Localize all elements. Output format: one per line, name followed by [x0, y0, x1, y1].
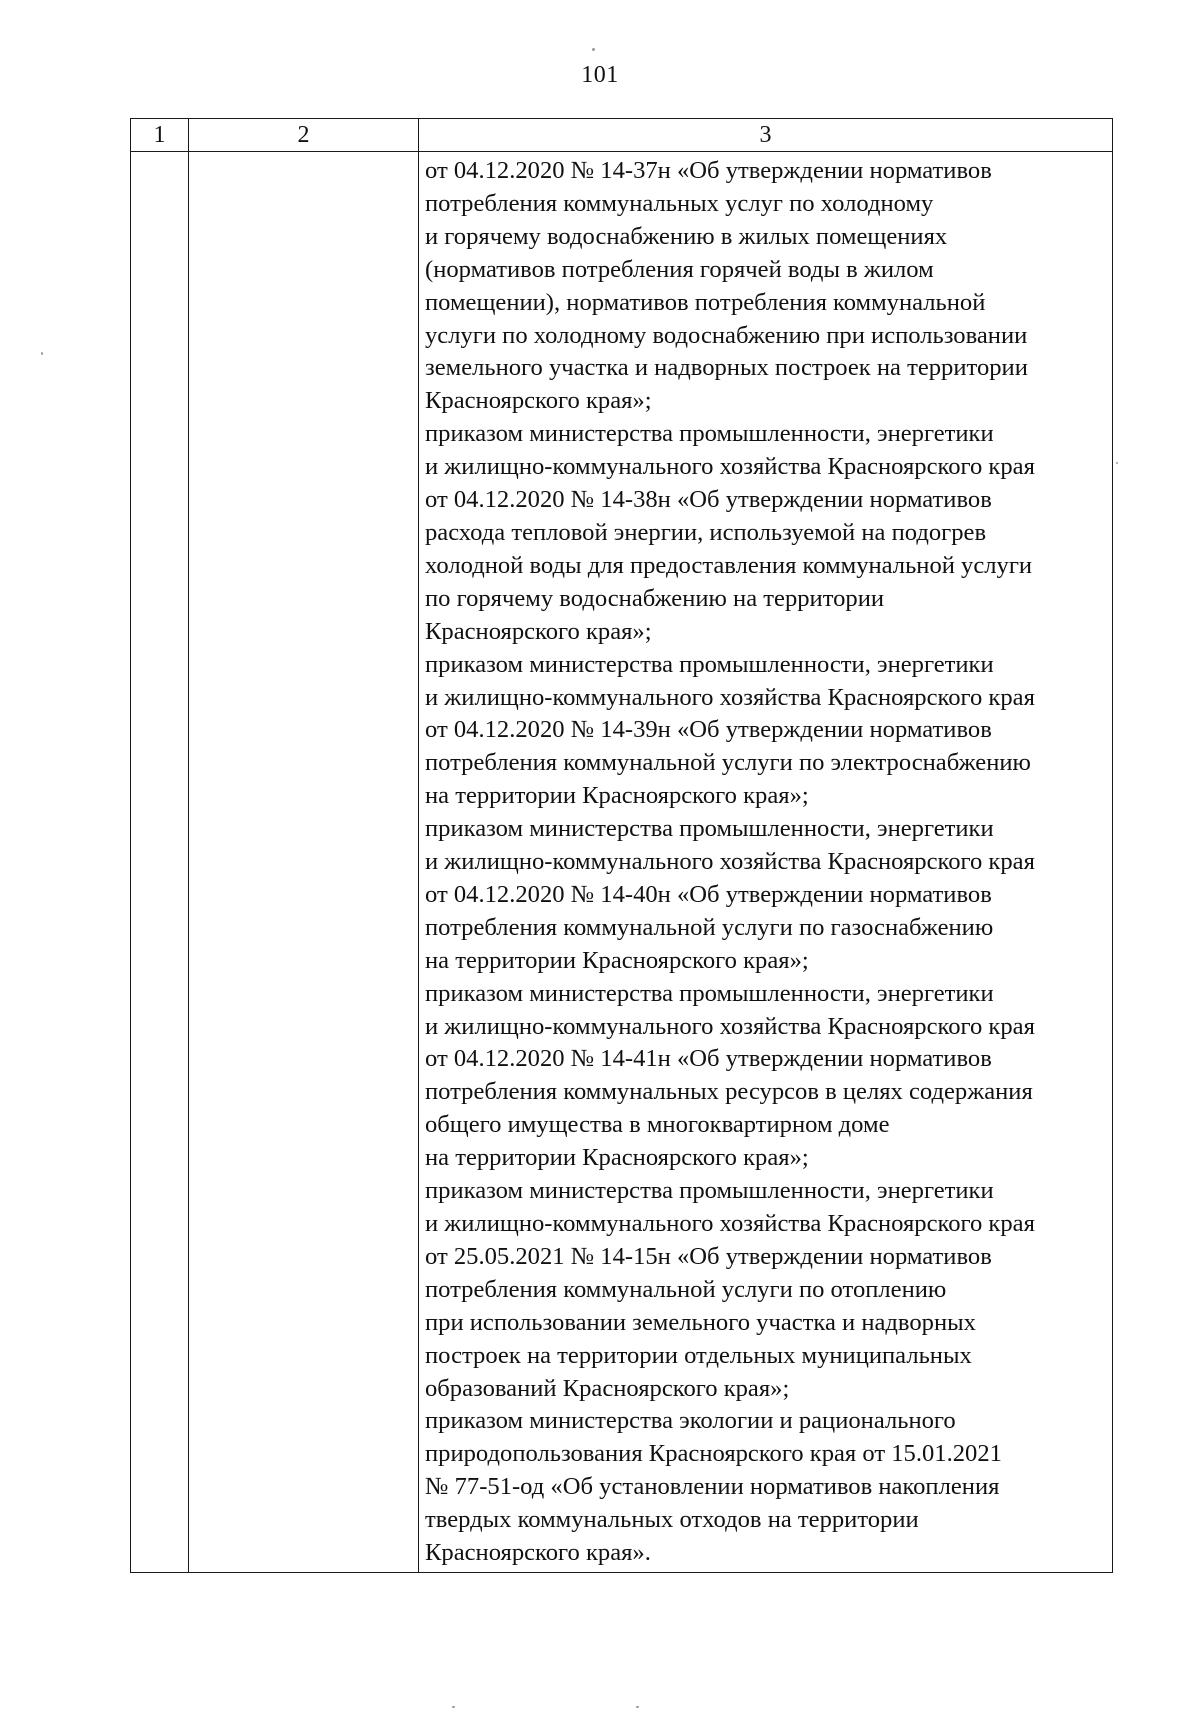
legal-text-line: от 04.12.2020 № 14-38н «Об утверждении нормативов	[425, 486, 992, 514]
legal-text-line: и жилищно-коммунального хозяйства Красноярского края	[425, 683, 1035, 711]
legal-text-line: на территории Красноярского края»;	[425, 1144, 809, 1172]
scan-speck	[636, 1706, 639, 1708]
legal-text-line: Красноярского края»;	[425, 617, 652, 645]
legal-text-line: потребления коммунальных услуг по холодному	[425, 189, 934, 217]
legal-text-line: по горячему водоснабжению на территории	[425, 584, 885, 612]
legal-text-line: приказом министерства промышленности, энергетики	[425, 979, 994, 1007]
table-cell-col1	[131, 152, 189, 1573]
legal-text-line: на территории Красноярского края»;	[425, 782, 809, 810]
legal-text-line: от 04.12.2020 № 14-41н «Об утверждении нормативов	[425, 1045, 992, 1073]
legal-text-line: потребления коммунальной услуги по электроснабжению	[425, 749, 1031, 777]
legal-text-line: общего имущества в многоквартирном доме	[425, 1111, 890, 1139]
legal-text-line: и горячему водоснабжению в жилых помещениях	[425, 222, 948, 250]
scan-speck	[592, 48, 595, 51]
table-header-row	[131, 119, 1113, 152]
legal-text-block	[419, 152, 1112, 1572]
legal-text-line: помещении), нормативов потребления коммунальной	[425, 288, 986, 316]
legal-text-line: приказом министерства промышленности, энергетики	[425, 1177, 994, 1205]
document-table	[130, 118, 1113, 1573]
legal-text-line: и жилищно-коммунального хозяйства Красноярского края	[425, 1210, 1035, 1237]
legal-text-line: (нормативов потребления горячей воды в жилом	[425, 255, 934, 283]
legal-text-line: потребления коммунальных ресурсов в целях содержания	[425, 1078, 1033, 1106]
legal-text-line: и жилищно-коммунального хозяйства Красноярского края	[425, 1012, 1035, 1040]
legal-text-line: потребления коммунальной услуги по газоснабжению	[425, 913, 994, 941]
legal-text-line: расхода тепловой энергии, используемой на подогрев	[425, 518, 987, 546]
legal-text-line: построек на территории отдельных муниципальных	[425, 1341, 972, 1369]
legal-text-line: Красноярского края»;	[425, 387, 652, 415]
scan-speck	[41, 352, 43, 355]
legal-text-line: природопользования Красноярского края от 15.01.2021	[425, 1440, 1002, 1468]
legal-text-line: холодной воды для предоставления коммунальной услуги	[425, 551, 1033, 579]
legal-text-line: услуги по холодному водоснабжению при использовании	[425, 321, 1028, 349]
legal-text-line: приказом министерства экологии и рационального	[425, 1407, 956, 1435]
legal-text-line: от 04.12.2020 № 14-37н «Об утверждении нормативов	[425, 157, 992, 184]
table-header-cell-2: 2	[189, 119, 419, 152]
table-row	[131, 152, 1113, 1573]
legal-text-line: твердых коммунальных отходов на территории	[425, 1506, 919, 1534]
legal-text-line: земельного участка и надворных построек на территории	[425, 354, 1028, 382]
legal-text-line: от 04.12.2020 № 14-39н «Об утверждении нормативов	[425, 716, 992, 744]
legal-text-line: при использовании земельного участка и надворных	[425, 1308, 976, 1336]
legal-text-line: потребления коммунальной услуги по отоплению	[425, 1275, 947, 1303]
legal-text-line: от 04.12.2020 № 14-40н «Об утверждении нормативов	[425, 880, 992, 908]
legal-text-line: приказом министерства промышленности, энергетики	[425, 815, 994, 843]
page-number: 101	[581, 62, 619, 88]
legal-text-line: приказом министерства промышленности, энергетики	[425, 420, 994, 448]
scan-speck	[1116, 462, 1118, 464]
table-header-cell-3: 3	[419, 119, 1113, 152]
legal-text-line: приказом министерства промышленности, энергетики	[425, 650, 994, 678]
legal-text-line: и жилищно-коммунального хозяйства Красноярского края	[425, 453, 1035, 481]
legal-text-line: и жилищно-коммунального хозяйства Красноярского края	[425, 848, 1035, 876]
legal-text-line: на территории Красноярского края»;	[425, 946, 809, 974]
legal-text-line: № 77-51-од «Об установлении нормативов накопления	[425, 1473, 1000, 1501]
table-header-cell-1: 1	[131, 119, 189, 152]
table-cell-col2	[189, 152, 419, 1573]
legal-text-line: образований Красноярского края»;	[425, 1374, 790, 1402]
legal-text-line: от 25.05.2021 № 14-15н «Об утверждении нормативов	[425, 1242, 992, 1270]
scan-speck	[452, 1706, 455, 1708]
table-cell-col3	[419, 152, 1113, 1573]
legal-text-line: Красноярского края».	[425, 1539, 651, 1567]
